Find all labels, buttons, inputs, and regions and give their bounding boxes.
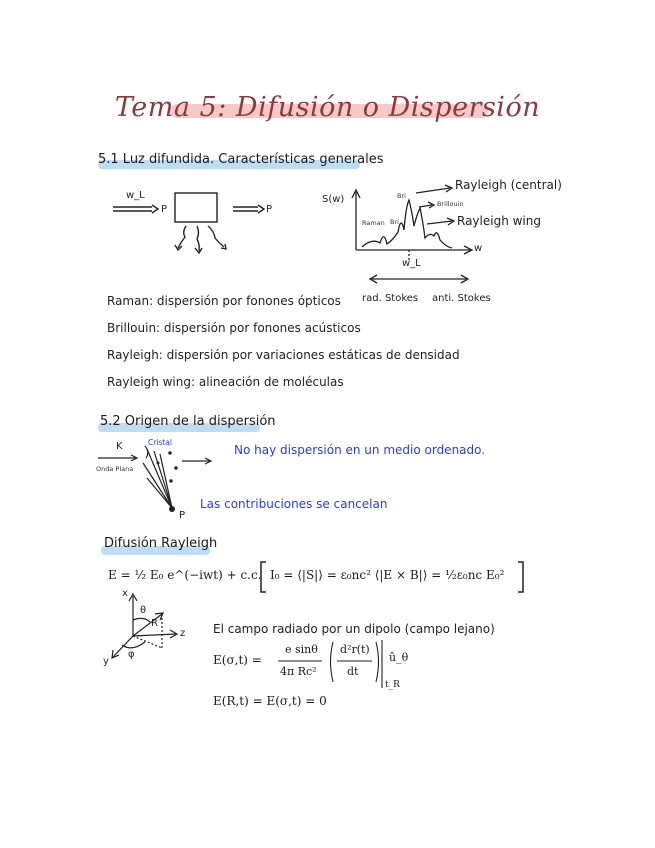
spectrum-x-label: w <box>474 243 483 254</box>
rayleigh-wing-annotation: Rayleigh wing <box>457 214 541 228</box>
derivative-denominator: dt <box>347 665 359 678</box>
anti-stokes-label: anti. Stokes <box>432 293 491 304</box>
page-title: Tema 5: Difusión o Dispersión <box>114 92 541 123</box>
stokes-label: rad. Stokes <box>362 293 419 304</box>
definition-rayleigh-wing: Rayleigh wing: alineación de moléculas <box>107 375 344 389</box>
definition-raman: Raman: dispersión por fonones ópticos <box>107 294 341 308</box>
incident-p-label: P <box>161 204 168 215</box>
spectrum-center-label: w_L <box>402 258 421 269</box>
spectrum-y-label: S(w) <box>322 194 345 205</box>
radiated-eq-denominator: 4π Rc² <box>280 665 317 678</box>
contributions-cancel-note: Las contribuciones se cancelan <box>200 497 388 511</box>
field-equation: E = ½ E₀ e^(−iwt) + c.c. <box>108 568 262 582</box>
radiated-eq-numerator: e sinθ <box>285 643 318 656</box>
far-field-equation: E(R,t) = E(σ,t) = 0 <box>213 694 327 708</box>
section-3-heading: Difusión Rayleigh <box>104 536 218 551</box>
radiated-field-note: El campo radiado por un dipolo (campo lejano) <box>213 622 495 636</box>
section-1-heading: 5.1 Luz difundida. Características generales <box>98 152 384 167</box>
ordered-medium-note: No hay dispersión en un medio ordenado. <box>234 443 486 457</box>
unit-vector-theta: û_θ <box>389 651 409 664</box>
axis-z-label: z <box>180 628 186 639</box>
radius-label: R <box>151 618 158 629</box>
retarded-time-subscript: t_R <box>385 680 400 690</box>
rayleigh-central-annotation: Rayleigh (central) <box>455 178 562 192</box>
axis-x-label: x <box>122 588 128 599</box>
wave-vector-label: K <box>116 441 123 452</box>
definition-brillouin: Brillouin: dispersión por fonones acústicos <box>107 321 361 335</box>
axis-y-label: y <box>103 656 109 667</box>
brillouin-annotation: Brillouin <box>437 200 464 208</box>
observation-point-label: P <box>179 510 186 521</box>
phi-label: φ <box>128 649 135 660</box>
plane-wave-label: Onda Plana <box>96 465 134 473</box>
transmitted-p-label: P <box>266 204 273 215</box>
radiated-eq-lhs: E(σ,t) = <box>213 653 262 667</box>
brillouin-peak-label-2: Bri <box>390 218 399 226</box>
brillouin-peak-label-1: Bri <box>397 192 406 200</box>
derivative-numerator: d²r(t) <box>340 643 370 656</box>
theta-label: θ <box>140 605 147 616</box>
definition-rayleigh: Rayleigh: dispersión por variaciones estáticas de densidad <box>107 348 460 362</box>
section-2-heading: 5.2 Origen de la dispersión <box>100 414 276 429</box>
intensity-equation: I₀ = ⟨|S|⟩ = ε₀nc² ⟨|E × B|⟩ = ½ε₀nc E₀² <box>270 568 505 582</box>
crystal-label: Cristal <box>148 438 172 447</box>
incident-frequency-label: w_L <box>126 190 145 201</box>
raman-peak-label: Raman <box>362 219 385 227</box>
